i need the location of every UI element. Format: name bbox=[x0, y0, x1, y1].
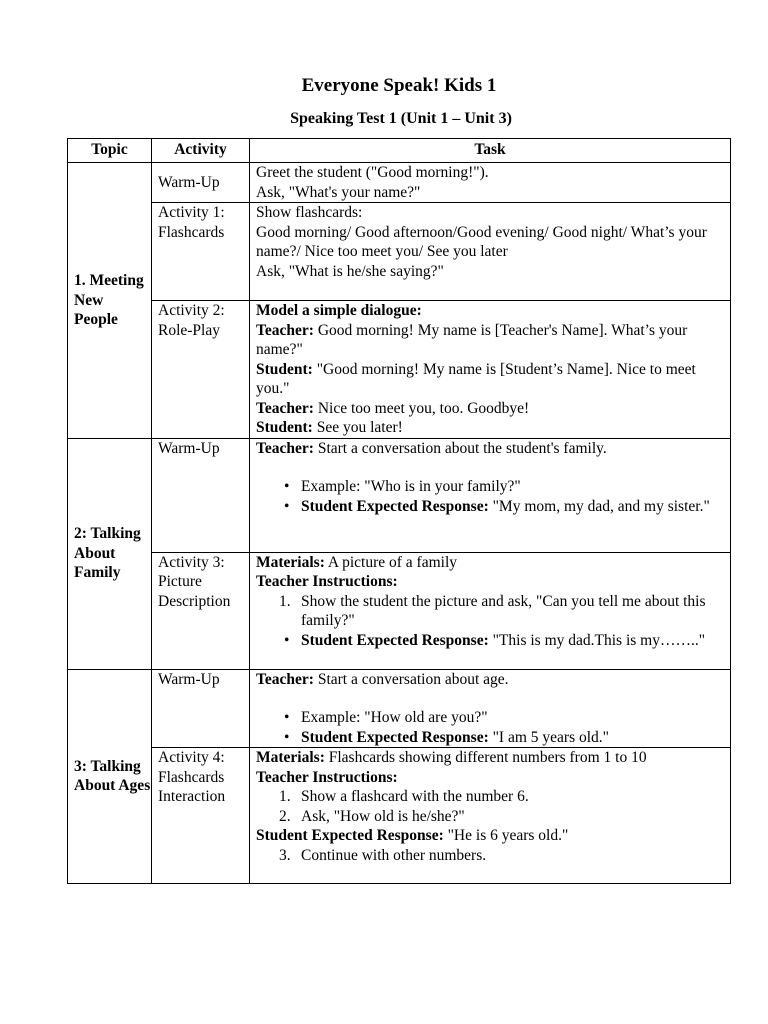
task-cell bbox=[250, 203, 731, 301]
task-cell bbox=[250, 669, 731, 748]
header-task: Task bbox=[250, 139, 731, 163]
activity-cell: Warm-Up bbox=[152, 163, 250, 203]
table-row bbox=[68, 552, 731, 669]
table-row bbox=[68, 163, 731, 203]
list-item: 1. Show a flashcard with the number 6. bbox=[279, 788, 529, 805]
list-item: • Student Expected Response: "This is my dad.This is my…….." bbox=[301, 631, 730, 651]
speaker-label: Teacher: bbox=[256, 399, 314, 417]
header-row bbox=[68, 139, 731, 163]
activity-cell: Activity 3: Picture Description bbox=[152, 552, 250, 669]
table-row bbox=[68, 203, 731, 301]
bullet-list bbox=[256, 708, 730, 747]
activity-cell: Warm-Up bbox=[152, 438, 250, 552]
speaker-label: Student: bbox=[256, 419, 313, 436]
document-title: Everyone Speak! Kids 1 bbox=[301, 75, 497, 96]
header-activity: Activity bbox=[152, 139, 250, 163]
table-row bbox=[68, 748, 731, 884]
task-line: Ask, "What's your name?" bbox=[256, 183, 421, 201]
materials-line: Materials: Flashcards showing different numbers from 1 to 10 bbox=[256, 749, 647, 766]
list-item: • Student Expected Response: "I am 5 years old." bbox=[301, 728, 730, 748]
dialogue-line: Teacher: Nice too meet you, too. Goodbye! bbox=[256, 399, 530, 417]
instructions-heading: Teacher Instructions: bbox=[256, 768, 398, 786]
topic-cell: 2: Talking About Family bbox=[68, 438, 152, 669]
activity-cell: Activity 2: Role-Play bbox=[152, 301, 250, 439]
task-line: Ask, "What is he/she saying?" bbox=[256, 262, 444, 280]
task-cell bbox=[250, 163, 731, 203]
dialogue-line: Student: "Good morning! My name is [Student’s Name]. Nice to meet you." bbox=[256, 360, 696, 397]
dialogue-line: Student: See you later! bbox=[256, 419, 403, 436]
list-item: • Example: "Who is in your family?" bbox=[301, 477, 730, 497]
task-line: Teacher: Start a conversation about age. bbox=[256, 670, 509, 688]
list-item: 3. Continue with other numbers. bbox=[279, 846, 487, 864]
task-cell bbox=[250, 438, 731, 552]
task-heading: Model a simple dialogue: bbox=[256, 302, 422, 319]
task-line: Good morning/ Good afternoon/Good evening/ Good night/ What’s your name?/ Nice too meet you/ See you later bbox=[256, 223, 707, 260]
task-line: Greet the student ("Good morning!"). bbox=[256, 164, 489, 181]
task-line: Teacher: Start a conversation about the student's family. bbox=[256, 439, 607, 457]
speaking-test-table bbox=[67, 138, 731, 884]
bullet-list bbox=[256, 631, 730, 651]
task-cell bbox=[250, 301, 731, 439]
numbered-list bbox=[256, 846, 730, 866]
speaker-label: Teacher: bbox=[256, 321, 314, 339]
materials-line: Materials: A picture of a family bbox=[256, 553, 458, 571]
document-subtitle: Speaking Test 1 (Unit 1 – Unit 3) bbox=[290, 110, 512, 127]
activity-cell: Activity 4: Flashcards Interaction bbox=[152, 748, 250, 884]
activity-cell: Warm-Up bbox=[152, 669, 250, 748]
numbered-list bbox=[256, 592, 730, 631]
header-topic: Topic bbox=[68, 139, 152, 163]
list-item: • Example: "How old are you?" bbox=[301, 708, 730, 728]
list-item: 2. Ask, "How old is he/she?" bbox=[279, 807, 465, 825]
table-row bbox=[68, 301, 731, 439]
numbered-list bbox=[256, 787, 730, 826]
dialogue-line: Teacher: Good morning! My name is [Teacher's Name]. What’s your name?" bbox=[256, 321, 688, 358]
task-cell bbox=[250, 748, 731, 884]
topic-cell: 3: Talking About Ages bbox=[68, 669, 152, 884]
instructions-heading: Teacher Instructions: bbox=[256, 573, 398, 590]
task-line: Show flashcards: bbox=[256, 204, 363, 221]
response-line: Student Expected Response: "He is 6 years old." bbox=[256, 827, 569, 844]
table-row bbox=[68, 438, 731, 552]
list-item: • Student Expected Response: "My mom, my dad, and my sister." bbox=[301, 497, 730, 517]
speaker-label: Student: bbox=[256, 360, 313, 378]
table-row bbox=[68, 669, 731, 748]
activity-cell: Activity 1: Flashcards bbox=[152, 203, 250, 301]
topic-cell: 1. Meeting New People bbox=[68, 163, 152, 439]
bullet-list bbox=[256, 477, 730, 516]
list-item: 1. Show the student the picture and ask, "Can you tell me about this family?" bbox=[279, 592, 706, 629]
task-cell bbox=[250, 552, 731, 669]
